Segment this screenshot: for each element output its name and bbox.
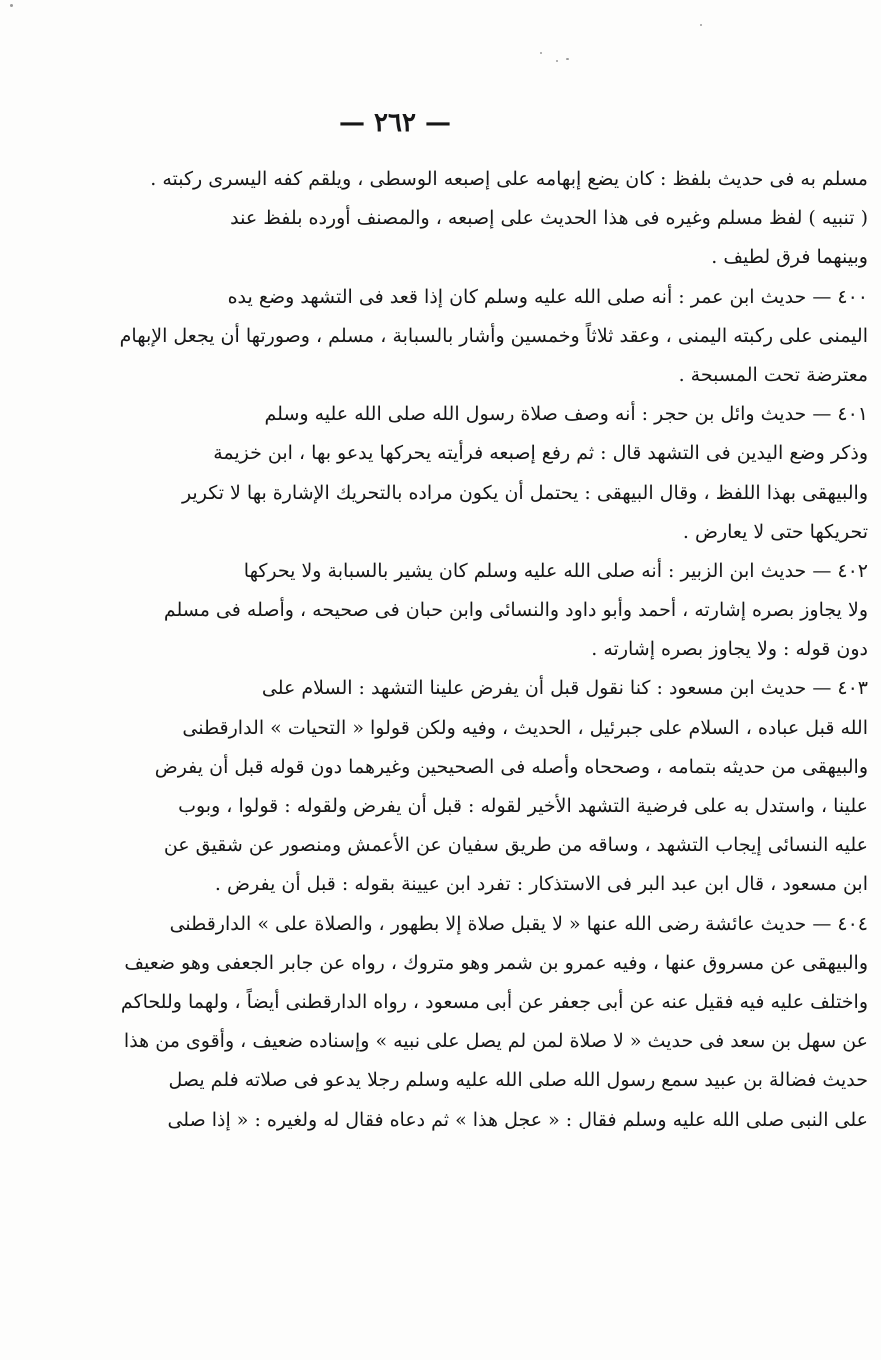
text-line: والبيهقى من حديثه بتمامه ، وصححاه وأصله فى الصحيحين وغيرهما دون قوله قبل أن يفرض [154,755,868,778]
scan-speck [566,58,569,60]
text-line: والبيهقى بهذا اللفظ ، وقال البيهقى : يحتمل أن يكون مراده بالتحريك الإشارة بها لا تكرير [181,481,868,504]
text-line: واختلف عليه فيه فقيل عنه عن أبى جعفر عن أبى مسعود ، رواه الدارقطنى أيضاً ، ولهما وللحاكم [120,990,868,1013]
text-line: معترضة تحت المسبحة . [678,363,868,386]
text-line: وبينهما فرق لطيف . [711,246,868,269]
text-line: على النبى صلى الله عليه وسلم فقال : « عجل هذا » ثم دعاه فقال له ولغيره : « إذا صلى [167,1108,868,1131]
text-line: علينا ، واستدل به على فرضية التشهد الأخير لقوله : قبل أن يفرض ولقوله : قولوا ، وبوب [178,795,868,817]
text-line: ولا يجاوز بصره إشارته ، أحمد وأبو داود والنسائى وابن حبان فى صحيحه ، وأصله فى مسلم [163,599,868,622]
text-line: وذكر وضع اليدين فى التشهد قال : ثم رفع إصبعه فرأيته يحركها يدعو بها ، ابن خزيمة [213,442,868,465]
scan-speck [540,52,542,54]
text-line: دون قوله : ولا يجاوز بصره إشارته . [591,638,868,661]
text-line: ٤٠٤ — حديث عائشة رضى الله عنها « لا يقبل صلاة إلا بطهور ، والصلاة على » الدارقطنى [169,912,868,935]
scan-speck [556,60,558,62]
text-line: حديث فضالة بن عبيد سمع رسول الله صلى الله عليه وسلم رجلا يدعو فى صلاته فلم يصل [168,1069,868,1092]
scan-speck [10,4,13,7]
text-line: عليه النسائى إيجاب التشهد ، وساقه من طريق سفيان عن الأعمش ومنصور عن شقيق عن [163,834,868,857]
text-line: تحريكها حتى لا يعارض . [682,520,868,543]
page-number: — ٢٦٢ — [338,108,452,138]
text-line: الله قبل عباده ، السلام على جبرئيل ، الحديث ، وفيه ولكن قولوا « التحيات » الدارقطنى [182,716,868,739]
text-line: والبيهقى عن مسروق عنها ، وفيه عمرو بن شمر وهو متروك ، رواه عن جابر الجعفى وهو ضعيف [124,951,868,974]
text-line: اليمنى على ركبته اليمنى ، وعقد ثلاثاً وخمسين وأشار بالسبابة ، مسلم ، وصورتها أن يجعل الإبهام [119,324,868,347]
text-line: ( تنبيه ) لفظ مسلم وغيره فى هذا الحديث على إصبعه ، والمصنف أورده بلفظ عند [230,207,868,230]
text-line: ٤٠٢ — حديث ابن الزبير : أنه صلى الله عليه وسلم كان يشير بالسبابة ولا يحركها [243,559,868,582]
text-line: ابن مسعود ، قال ابن عبد البر فى الاستذكار : تفرد ابن عيينة بقوله : قبل أن يفرض . [214,873,868,896]
text-line: مسلم به فى حديث بلفظ : كان يضع إبهامه على إصبعه الوسطى ، ويلقم كفه اليسرى ركبته . [150,168,868,190]
text-line: ٤٠٠ — حديث ابن عمر : أنه صلى الله عليه وسلم كان إذا قعد فى التشهد وضع يده [227,285,868,308]
text-line: ٤٠١ — حديث وائل بن حجر : أنه وصف صلاة رسول الله صلى الله عليه وسلم [264,403,868,426]
text-line: ٤٠٣ — حديث ابن مسعود : كنا نقول قبل أن يفرض علينا التشهد : السلام على [261,677,868,700]
scan-speck [700,24,702,26]
body-text [4,160,868,1140]
text-line: عن سهل بن سعد فى حديث « لا صلاة لمن لم يصل على نبيه » وإسناده ضعيف ، وأقوى من هذا [123,1030,868,1053]
